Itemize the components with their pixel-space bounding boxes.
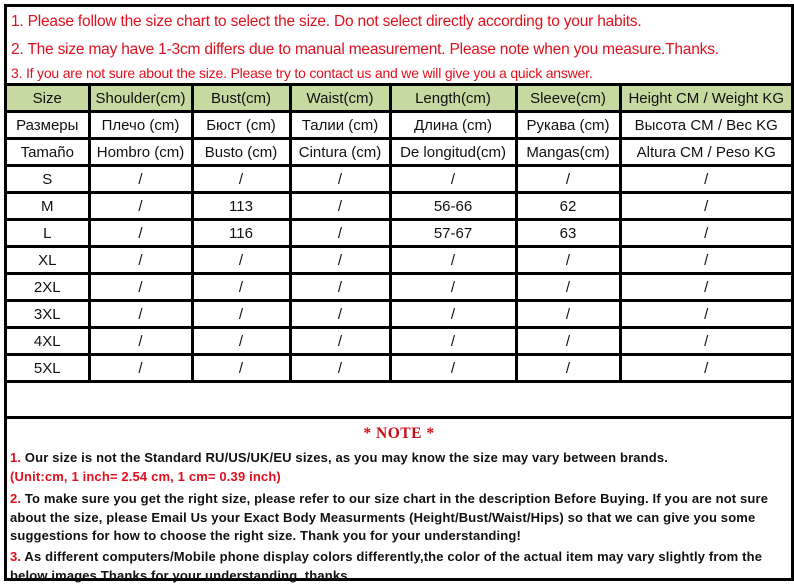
header-cell-es: Mangas(cm): [516, 139, 620, 166]
measurement-cell: 116: [192, 220, 290, 247]
measurement-cell: /: [390, 301, 516, 328]
measurement-cell: /: [192, 301, 290, 328]
measurement-cell: /: [516, 301, 620, 328]
header-cell-es: Altura CM / Peso KG: [620, 139, 791, 166]
note-item-2-text: To make sure you get the right size, please refer to our size chart in the description Before Buying. If you are not sure about the size, please Email Us your Exact Body Measurments (Height/Bust/Waist/Hips) so that we can give you some suggestions for how to choose the right size. Thank you for your understanding!: [10, 491, 769, 543]
measurement-cell: /: [89, 166, 192, 193]
size-row: [7, 355, 791, 382]
size-label-cell: 5XL: [7, 355, 89, 382]
header-cell-es: De longitud(cm): [390, 139, 516, 166]
measurement-cell: 62: [516, 193, 620, 220]
measurement-cell: /: [290, 220, 390, 247]
measurement-cell: /: [192, 328, 290, 355]
measurement-cell: /: [620, 247, 791, 274]
size-label-cell: 3XL: [7, 301, 89, 328]
header-cell-ru: Талии (cm): [290, 112, 390, 139]
header-cell-ru: Плечо (cm): [89, 112, 192, 139]
size-label-cell: S: [7, 166, 89, 193]
note-item-2: [10, 490, 790, 546]
measurement-cell: /: [89, 220, 192, 247]
header-row-es: [7, 139, 791, 166]
size-row: [7, 247, 791, 274]
size-row: [7, 328, 791, 355]
header-cell: Height CM / Weight KG: [620, 86, 791, 112]
measurement-cell: /: [516, 355, 620, 382]
header-row-ru: [7, 112, 791, 139]
measurement-cell: /: [290, 274, 390, 301]
size-row: [7, 166, 791, 193]
size-table: [7, 86, 791, 383]
header-cell: Shoulder(cm): [89, 86, 192, 112]
size-row: [7, 301, 791, 328]
measurement-cell: /: [89, 193, 192, 220]
measurement-cell: /: [620, 220, 791, 247]
measurement-cell: /: [620, 193, 791, 220]
note-item-3-text: As different computers/Mobile phone display colors differently,the color of the actual item may vary slightly from the below images.Thanks for your understanding. thanks.: [10, 549, 763, 583]
measurement-cell: /: [290, 301, 390, 328]
header-cell-ru: Размеры: [7, 112, 89, 139]
measurement-cell: /: [89, 247, 192, 274]
measurement-cell: /: [516, 328, 620, 355]
measurement-cell: /: [390, 355, 516, 382]
measurement-cell: /: [89, 274, 192, 301]
measurement-cell: /: [290, 328, 390, 355]
header-cell-es: Hombro (cm): [89, 139, 192, 166]
measurement-cell: /: [390, 247, 516, 274]
header-cell: Size: [7, 86, 89, 112]
measurement-cell: /: [290, 355, 390, 382]
measurement-cell: /: [390, 166, 516, 193]
note-item-3: [10, 548, 790, 585]
measurement-cell: /: [89, 301, 192, 328]
header-cell-ru: Длина (cm): [390, 112, 516, 139]
measurement-cell: /: [620, 301, 791, 328]
measurement-cell: 113: [192, 193, 290, 220]
measurement-cell: /: [290, 193, 390, 220]
intro-line-2: 2. The size may have 1-3cm differs due to manual measurement. Please note when you measure.Thanks.: [11, 41, 719, 58]
measurement-cell: /: [290, 166, 390, 193]
measurement-cell: /: [516, 247, 620, 274]
header-cell: Length(cm): [390, 86, 516, 112]
note-item-1: [10, 449, 790, 486]
note-unit-conversion: (Unit:cm, 1 inch= 2.54 cm, 1 cm= 0.39 inch): [10, 468, 281, 484]
measurement-cell: /: [390, 274, 516, 301]
size-row: [7, 193, 791, 220]
header-cell-ru: Рукава (cm): [516, 112, 620, 139]
size-label-cell: M: [7, 193, 89, 220]
measurement-cell: 57-67: [390, 220, 516, 247]
size-row: [7, 274, 791, 301]
intro-line-1: 1. Please follow the size chart to select the size. Do not select directly according to your habits.: [11, 13, 642, 30]
measurement-cell: 63: [516, 220, 620, 247]
measurement-cell: /: [516, 274, 620, 301]
header-cell-ru: Высота CM / Вес KG: [620, 112, 791, 139]
header-cell-es: Tamaño: [7, 139, 89, 166]
header-cell-es: Cintura (cm): [290, 139, 390, 166]
measurement-cell: /: [192, 247, 290, 274]
measurement-cell: /: [192, 355, 290, 382]
size-label-cell: XL: [7, 247, 89, 274]
header-cell-es: Busto (cm): [192, 139, 290, 166]
size-row: [7, 220, 791, 247]
measurement-cell: /: [620, 166, 791, 193]
note-section: [7, 416, 791, 581]
header-cell: Sleeve(cm): [516, 86, 620, 112]
size-label-cell: 4XL: [7, 328, 89, 355]
note-title: * NOTE *: [363, 425, 435, 442]
measurement-cell: /: [620, 328, 791, 355]
measurement-cell: /: [390, 328, 516, 355]
measurement-cell: /: [620, 274, 791, 301]
note-item-3-number: 3.: [10, 549, 22, 564]
measurement-cell: 56-66: [390, 193, 516, 220]
intro-instructions: [7, 7, 791, 86]
header-cell-ru: Бюст (cm): [192, 112, 290, 139]
size-chart: [4, 4, 794, 581]
measurement-cell: /: [290, 247, 390, 274]
header-row-en: [7, 86, 791, 112]
note-item-2-number: 2.: [10, 491, 22, 506]
note-item-1-number: 1.: [10, 450, 22, 465]
measurement-cell: /: [620, 355, 791, 382]
measurement-cell: /: [89, 328, 192, 355]
measurement-cell: /: [192, 166, 290, 193]
size-label-cell: L: [7, 220, 89, 247]
size-label-cell: 2XL: [7, 274, 89, 301]
header-cell: Bust(cm): [192, 86, 290, 112]
note-item-1-text: Our size is not the Standard RU/US/UK/EU sizes, as you may know the size may vary between brands.: [21, 450, 668, 465]
measurement-cell: /: [192, 274, 290, 301]
measurement-cell: /: [516, 166, 620, 193]
measurement-cell: /: [89, 355, 192, 382]
intro-line-3: 3. If you are not sure about the size. Please try to contact us and we will give you a quick answer.: [11, 65, 593, 81]
header-cell: Waist(cm): [290, 86, 390, 112]
